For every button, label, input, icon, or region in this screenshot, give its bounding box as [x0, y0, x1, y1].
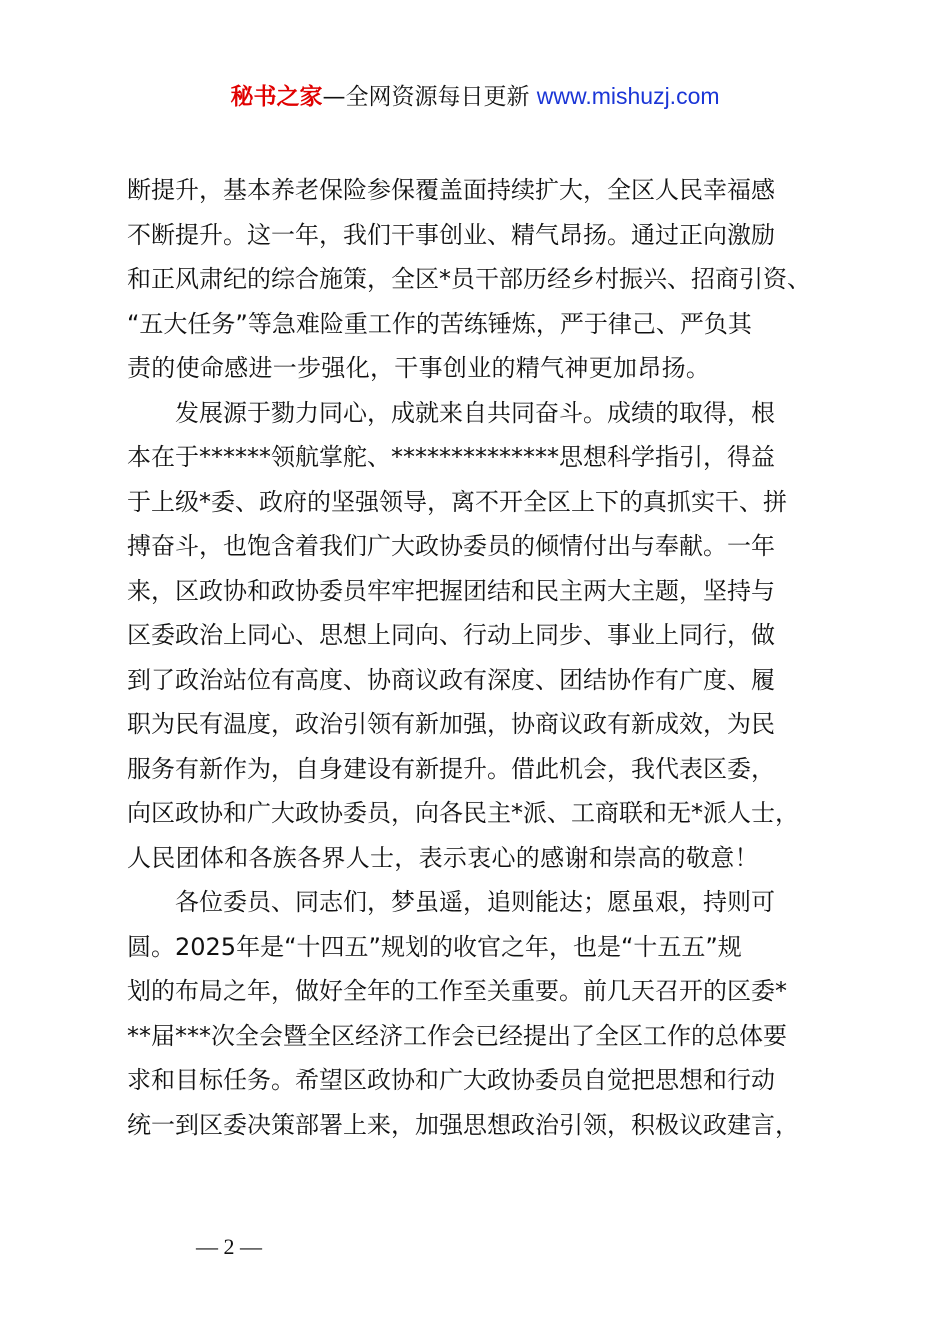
document-body — [127, 168, 832, 1147]
text-line: 划的布局之年，做好全年的工作至关重要。前几天召开的区委* — [127, 977, 787, 1005]
text-line: 向区政协和广大政协委员，向各民主*派、工商联和无*派人士， — [127, 799, 799, 827]
text-line: 各位委员、同志们，梦虽遥，追则能达；愿虽艰，持则可 — [175, 888, 775, 916]
text-line: 圆。2025年是“十四五”规划的收官之年，也是“十五五”规 — [127, 932, 742, 961]
text-line: 于上级*委、政府的坚强领导，离不开全区上下的真抓实干、拼 — [127, 487, 787, 516]
text-line: 服务有新作为，自身建设有新提升。借此机会，我代表区委， — [127, 754, 775, 783]
text-line: 发展源于勠力同心，成就来自共同奋斗。成绩的取得，根 — [175, 398, 775, 427]
text-line: 责的使命感进一步强化，干事创业的精气神更加昂扬。 — [127, 354, 711, 382]
website-link[interactable]: www.mishuzj.com — [536, 83, 720, 109]
page-header — [0, 80, 950, 113]
text-line: 求和目标任务。希望区政协和广大政协委员自觉把思想和行动 — [127, 1066, 775, 1094]
text-line: 断提升，基本养老保险参保覆盖面持续扩大，全区人民幸福感 — [127, 176, 775, 204]
text-line: 本在于******领航掌舵、**************思想科学指引，得益 — [127, 443, 775, 471]
text-line: 区委政治上同心、思想上同向、行动上同步、事业上同行，做 — [127, 621, 775, 649]
text-line: 搏奋斗，也饱含着我们广大政协委员的倾情付出与奉献。一年 — [127, 532, 775, 560]
text-line: 不断提升。这一年，我们干事创业、精气昂扬。通过正向激励 — [127, 220, 775, 249]
text-line: “五大任务”等急难险重工作的苦练锤炼，严于律己、严负其 — [127, 309, 752, 338]
text-line: 统一到区委决策部署上来，加强思想政治引领，积极议政建言， — [127, 1110, 799, 1139]
text-line: 职为民有温度，政治引领有新加强，协商议政有新成效，为民 — [127, 710, 775, 738]
page-number: — 2 — — [196, 1234, 262, 1259]
text-line: 和正风肃纪的综合施策，全区*员干部历经乡村振兴、招商引资、 — [127, 265, 811, 293]
header-tagline: —全网资源每日更新 — [322, 84, 530, 110]
brand-name: 秘书之家 — [230, 84, 323, 110]
text-line: 到了政治站位有高度、协商议政有深度、团结协作有广度、履 — [127, 665, 775, 694]
text-line: **届***次全会暨全区经济工作会已经提出了全区工作的总体要 — [127, 1021, 787, 1050]
text-line: 来，区政协和政协委员牢牢把握团结和民主两大主题，坚持与 — [127, 576, 775, 605]
text-line: 人民团体和各族各界人士，表示衷心的感谢和崇高的敬意！ — [127, 843, 759, 872]
